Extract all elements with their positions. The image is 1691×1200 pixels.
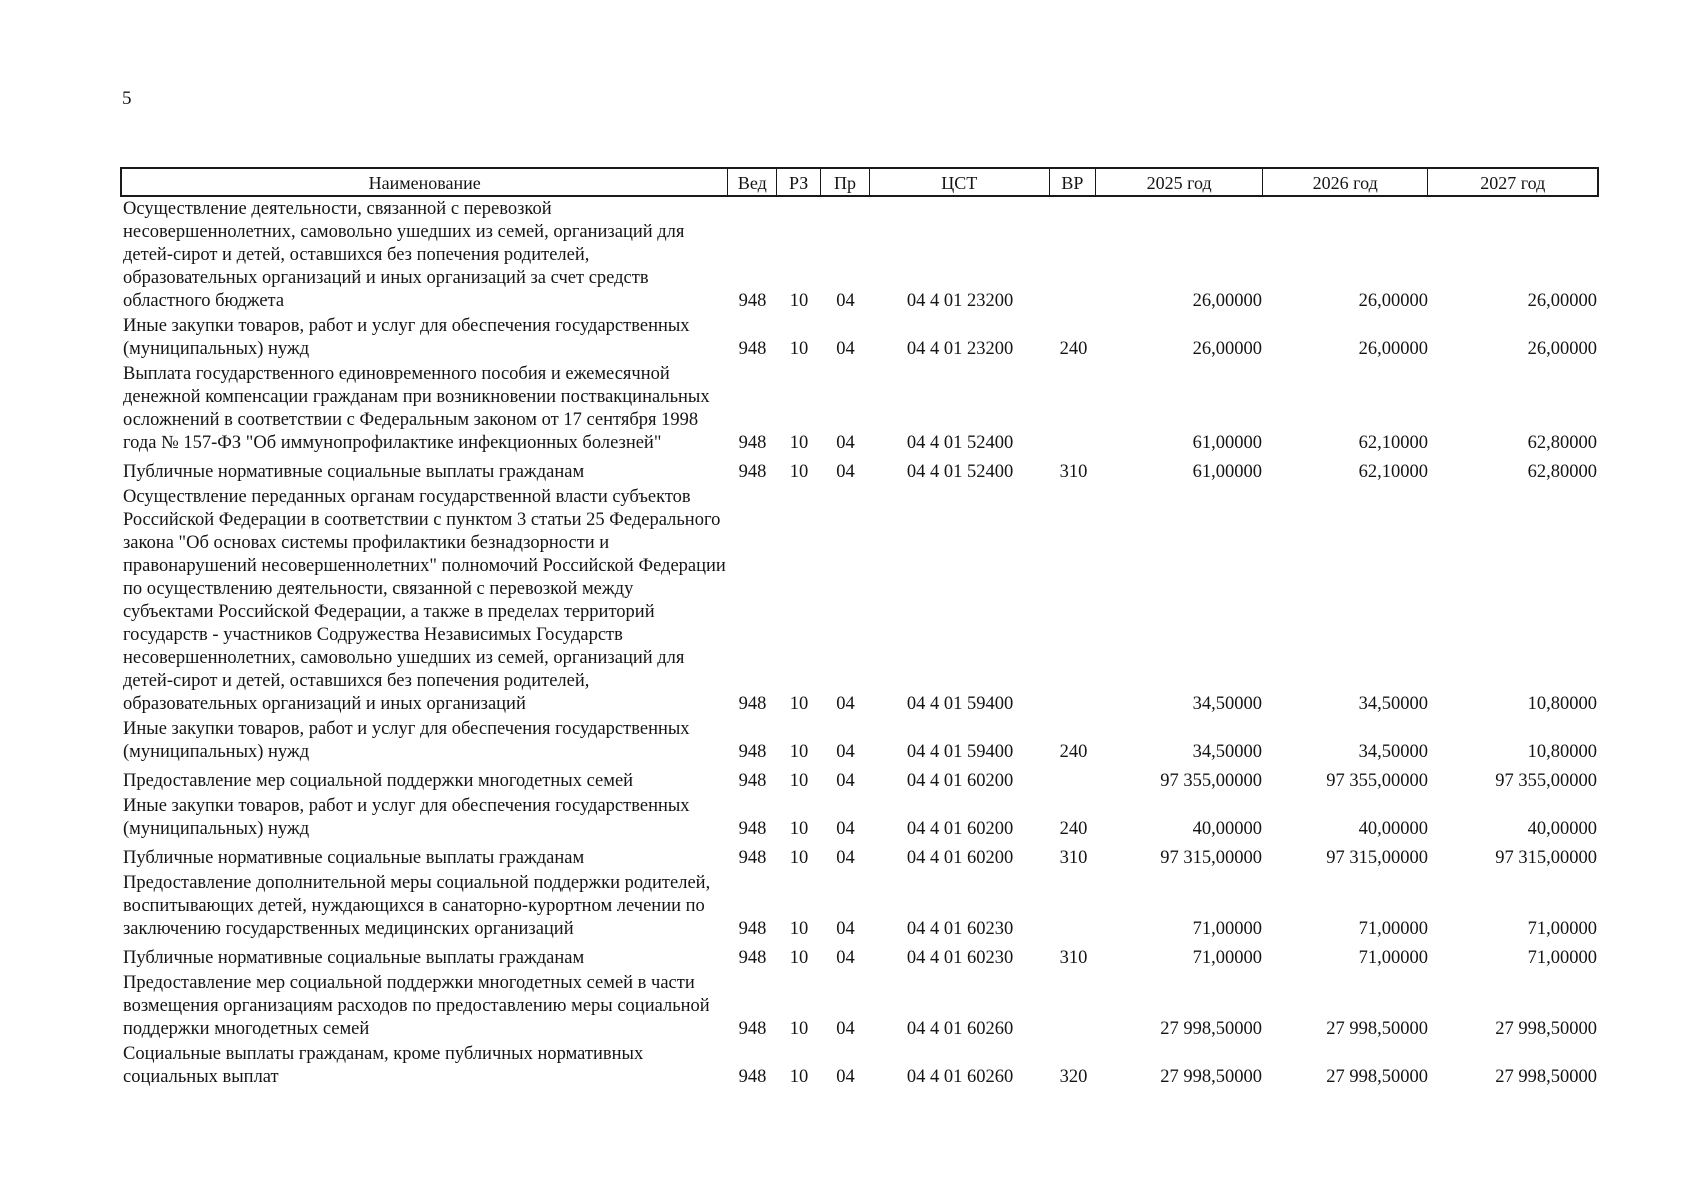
row-2026: 27 998,50000: [1326, 1019, 1428, 1039]
row-name: Иные закупки товаров, работ и услуг для обеспечения государственных (муниципальных) нужд: [123, 316, 690, 359]
row-pr: 04: [836, 433, 855, 453]
table-row: [120, 718, 1599, 764]
row-pr: 04: [836, 694, 855, 714]
row-ved: 948: [738, 819, 767, 839]
row-pr: 04: [836, 819, 855, 839]
row-name: Публичные нормативные социальные выплаты гражданам: [123, 848, 585, 868]
row-2025: 61,00000: [1192, 433, 1262, 453]
table-row: [120, 363, 1599, 455]
row-2026: 34,50000: [1358, 694, 1428, 714]
table-row: [120, 315, 1599, 361]
row-cst: 04 4 01 60230: [906, 948, 1014, 968]
row-2027: 10,80000: [1527, 742, 1597, 762]
row-2026: 97 315,00000: [1326, 848, 1428, 868]
row-rz: 10: [789, 742, 809, 762]
row-2025: 97 355,00000: [1160, 771, 1262, 791]
row-pr: 04: [836, 848, 855, 868]
row-2026: 62,10000: [1358, 462, 1428, 482]
table-row: [120, 486, 1599, 716]
row-ved: 948: [738, 433, 767, 453]
row-2027: 26,00000: [1527, 291, 1597, 311]
row-pr: 04: [836, 462, 855, 482]
row-2026: 27 998,50000: [1326, 1067, 1428, 1087]
table-row: [120, 972, 1599, 1041]
row-2026: 34,50000: [1358, 742, 1428, 762]
row-name: Предоставление мер социальной поддержки многодетных семей в части возмещения организациям расходов по предоставлению меры социальной поддержки многодетных семей: [123, 973, 710, 1039]
row-rz: 10: [789, 694, 809, 714]
row-ved: 948: [738, 1019, 767, 1039]
row-rz: 10: [789, 771, 809, 791]
row-ved: 948: [738, 948, 767, 968]
row-2027: 62,80000: [1527, 462, 1597, 482]
row-name: Предоставление мер социальной поддержки многодетных семей: [123, 771, 634, 791]
header-ved: Вед: [728, 169, 777, 195]
header-vr: ВР: [1050, 169, 1097, 195]
row-2025: 34,50000: [1192, 694, 1262, 714]
row-vr: 320: [1059, 1067, 1088, 1087]
table-header: [120, 167, 1599, 197]
row-vr: 240: [1059, 819, 1088, 839]
row-cst: 04 4 01 52400: [906, 433, 1014, 453]
row-2025: 61,00000: [1192, 462, 1262, 482]
row-2027: 97 355,00000: [1495, 771, 1597, 791]
row-2025: 40,00000: [1192, 819, 1262, 839]
row-pr: 04: [836, 1019, 855, 1039]
table-row: [120, 1043, 1599, 1089]
row-name: Осуществление переданных органам государственной власти субъектов Российской Федерации в соответствии с пунктом 3 статьи 25 Федерального закона "Об основах системы профилактики безнадзорности и правонарушений несовершеннолетних" полномочий Российской Федерации по осуществлению деятельности, связанной с перевозкой между субъектами Российской Федерации, а также в пределах территорий государств - участников Содружества Независимых Государств несовершеннолетних, самовольно ушедших из семей, организаций для детей-сирот и детей, оставшихся без попечения родителей, образовательных организаций и иных организаций: [123, 487, 726, 714]
row-2027: 27 998,50000: [1495, 1067, 1597, 1087]
table-row: [120, 198, 1599, 313]
row-rz: 10: [789, 433, 809, 453]
row-2025: 71,00000: [1192, 919, 1262, 939]
row-cst: 04 4 01 60260: [906, 1067, 1014, 1087]
row-cst: 04 4 01 59400: [906, 694, 1014, 714]
row-cst: 04 4 01 60200: [906, 848, 1014, 868]
row-2026: 40,00000: [1358, 819, 1428, 839]
row-name: Предоставление дополнительной меры социальной поддержки родителей, воспитывающих детей, нуждающихся в санаторно-курортном лечении по заключению государственных медицинских организаций: [123, 873, 711, 939]
row-2026: 62,10000: [1358, 433, 1428, 453]
header-name: Наименование: [122, 169, 728, 195]
header-2027: 2027 год: [1480, 172, 1546, 193]
row-rz: 10: [789, 948, 809, 968]
row-ved: 948: [738, 1067, 767, 1087]
row-rz: 10: [789, 819, 809, 839]
row-vr: 310: [1059, 848, 1088, 868]
row-ved: 948: [738, 848, 767, 868]
header-2025: 2025 год: [1096, 169, 1263, 195]
row-2027: 71,00000: [1527, 919, 1597, 939]
row-rz: 10: [789, 1019, 809, 1039]
row-2026: 97 355,00000: [1326, 771, 1428, 791]
row-2026: 71,00000: [1358, 919, 1428, 939]
table-row: [120, 461, 1599, 484]
row-2027: 62,80000: [1527, 433, 1597, 453]
row-2026: 26,00000: [1358, 339, 1428, 359]
row-rz: 10: [789, 919, 809, 939]
page-number: 5: [122, 88, 132, 109]
row-pr: 04: [836, 1067, 855, 1087]
row-2025: 34,50000: [1192, 742, 1262, 762]
row-cst: 04 4 01 23200: [906, 291, 1014, 311]
row-pr: 04: [836, 919, 855, 939]
row-cst: 04 4 01 52400: [906, 462, 1014, 482]
row-rz: 10: [789, 339, 809, 359]
row-rz: 10: [789, 291, 809, 311]
row-2026: 26,00000: [1358, 291, 1428, 311]
row-cst: 04 4 01 60200: [906, 819, 1014, 839]
row-name: Осуществление деятельности, связанной с перевозкой несовершеннолетних, самовольно ушедших из семей, организаций для детей-сирот и детей, оставшихся без попечения родителей, образовательных организаций и иных организаций за счет средств областного бюджета: [123, 199, 685, 311]
row-cst: 04 4 01 23200: [906, 339, 1014, 359]
row-2025: 26,00000: [1192, 339, 1262, 359]
row-rz: 10: [789, 462, 809, 482]
row-pr: 04: [836, 948, 855, 968]
row-ved: 948: [738, 694, 767, 714]
header-pr: Пр: [821, 169, 870, 195]
row-vr: 240: [1059, 742, 1088, 762]
row-name: Публичные нормативные социальные выплаты гражданам: [123, 462, 585, 482]
row-vr: 240: [1059, 339, 1088, 359]
row-rz: 10: [789, 848, 809, 868]
row-2027: 71,00000: [1527, 948, 1597, 968]
row-ved: 948: [738, 291, 767, 311]
row-pr: 04: [836, 771, 855, 791]
row-pr: 04: [836, 742, 855, 762]
row-2025: 71,00000: [1192, 948, 1262, 968]
table-body: [120, 198, 1599, 1091]
row-rz: 10: [789, 1067, 809, 1087]
table-row: [120, 872, 1599, 941]
row-name: Выплата государственного единовременного пособия и ежемесячной денежной компенсации гражданам при возникновении поствакцинальных осложнений в соответствии с Федеральным законом от 17 сентября 1998 года № 157-ФЗ "Об иммунопрофилактике инфекционных болезней": [123, 364, 710, 453]
row-cst: 04 4 01 60230: [906, 919, 1014, 939]
row-2027: 40,00000: [1527, 819, 1597, 839]
row-pr: 04: [836, 291, 855, 311]
row-vr: 310: [1059, 948, 1088, 968]
header-2026: 2026 год: [1263, 169, 1429, 195]
header-cst: ЦСТ: [870, 169, 1050, 195]
row-ved: 948: [738, 771, 767, 791]
row-cst: 04 4 01 60200: [906, 771, 1014, 791]
row-2027: 10,80000: [1527, 694, 1597, 714]
table-row: [120, 770, 1599, 793]
row-2026: 71,00000: [1358, 948, 1428, 968]
row-name: Иные закупки товаров, работ и услуг для обеспечения государственных (муниципальных) нужд: [123, 719, 690, 762]
row-name: Иные закупки товаров, работ и услуг для обеспечения государственных (муниципальных) нужд: [123, 796, 690, 839]
table-row: [120, 795, 1599, 841]
row-name: Публичные нормативные социальные выплаты гражданам: [123, 948, 585, 968]
row-cst: 04 4 01 59400: [906, 742, 1014, 762]
row-pr: 04: [836, 339, 855, 359]
table-row: [120, 847, 1599, 870]
row-ved: 948: [738, 339, 767, 359]
row-ved: 948: [738, 742, 767, 762]
row-2027: 97 315,00000: [1495, 848, 1597, 868]
row-ved: 948: [738, 462, 767, 482]
row-2025: 97 315,00000: [1160, 848, 1262, 868]
row-cst: 04 4 01 60260: [906, 1019, 1014, 1039]
row-2025: 26,00000: [1192, 291, 1262, 311]
row-2027: 27 998,50000: [1495, 1019, 1597, 1039]
row-2025: 27 998,50000: [1160, 1019, 1262, 1039]
row-name: Социальные выплаты гражданам, кроме публичных нормативных социальных выплат: [123, 1044, 644, 1087]
row-2025: 27 998,50000: [1160, 1067, 1262, 1087]
header-rz: РЗ: [777, 169, 821, 195]
row-ved: 948: [738, 919, 767, 939]
table-row: [120, 947, 1599, 970]
row-vr: 310: [1059, 462, 1088, 482]
row-2027: 26,00000: [1527, 339, 1597, 359]
